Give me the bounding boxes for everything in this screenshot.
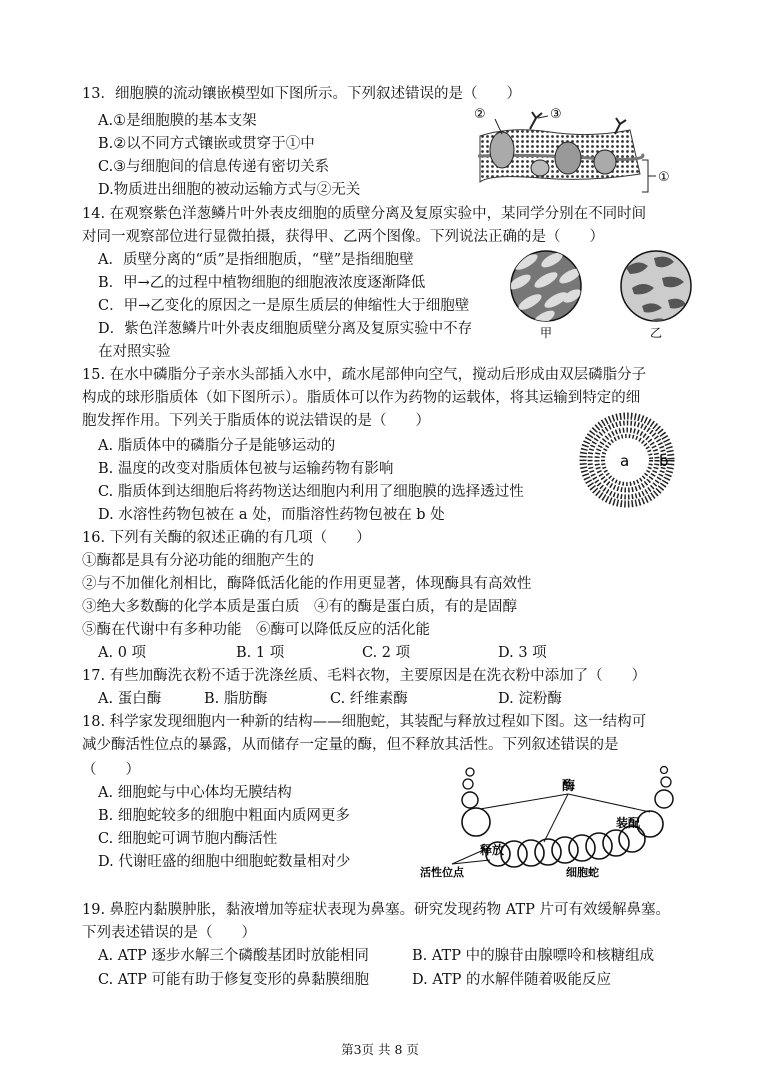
q13-option-b: B.②以不同方式镶嵌或贯穿于①中 xyxy=(98,136,315,152)
q18-stem-3: （ ） xyxy=(82,762,140,778)
q19-option-d: D. ATP 的水解伴随着吸能反应 xyxy=(412,972,612,988)
membrane-figure xyxy=(470,104,680,194)
enzyme-label: 酶 xyxy=(562,779,576,794)
q16-statement-1: ①酶都是具有分泌功能的细胞产生的 xyxy=(82,553,314,569)
q16-stem: 16. 下列有关酶的叙述正确的有几项（ ） xyxy=(82,530,371,546)
q14-option-c: C．甲→乙变化的原因之一是原生质层的伸缩性大于细胞壁 xyxy=(98,298,470,314)
assemble-label: 装配 xyxy=(616,816,641,830)
q15-stem-3: 胞发挥作用。下列关于脂质体的说法错误的是（ ） xyxy=(82,413,430,429)
fig-label-3: ③ xyxy=(550,107,562,122)
cytoophidium-figure xyxy=(418,762,700,884)
q19-stem-1: 19. 鼻腔内黏膜肿胀，黏液增加等症状表现为鼻塞。研究发现药物 ATP 片可有效缓解鼻塞。 xyxy=(82,902,670,918)
q15-option-a: A. 脂质体中的磷脂分子是能够运动的 xyxy=(98,438,336,454)
q18-option-b: B. 细胞蛇较多的细胞中粗面内质网更多 xyxy=(98,808,350,824)
q13-option-c: C.③与细胞间的信息传递有密切关系 xyxy=(98,159,330,175)
liposome-figure xyxy=(572,410,682,510)
q17-option-a: A. 蛋白酶 xyxy=(98,691,162,707)
liposome-a-label: a xyxy=(620,452,630,470)
q14-option-d-2: 在对照实验 xyxy=(98,344,171,360)
q15-option-c: C. 脂质体到达细胞后将药物送达细胞内利用了细胞膜的选择透过性 xyxy=(98,484,524,500)
q15-stem-2: 构成的球形脂质体（如下图所示）。脂质体可以作为药物的运载体，将其运输到特定的细 xyxy=(82,390,641,406)
page-footer: 第3页 共 8 页 xyxy=(341,1042,419,1057)
q13-stem: 13．细胞膜的流动镶嵌模型如下图所示。下列叙述错误的是（ ） xyxy=(82,86,521,102)
yi-label: 乙 xyxy=(650,326,663,340)
q16-option-c: C. 2 项 xyxy=(362,645,411,661)
q17-option-c: C. 纤维素酶 xyxy=(330,691,408,707)
q18-stem-1: 18. 科学家发现细胞内一种新的结构——细胞蛇，其装配与释放过程如下图。这一结构可 xyxy=(82,714,647,730)
q18-option-a: A. 细胞蛇与中心体均无膜结构 xyxy=(98,785,292,801)
q14-stem-2: 对同一观察部位进行显微拍摄，获得甲、乙两个图像。下列说法正确的是（ ） xyxy=(82,229,604,245)
q19-option-a: A. ATP 逐步水解三个磷酸基团时放能相同 xyxy=(98,948,369,964)
q17-stem: 17. 有些加酶洗衣粉不适于洗涤丝质、毛料衣物，主要原因是在洗衣粉中添加了（ ） xyxy=(82,668,647,684)
micrograph-yi xyxy=(618,248,694,340)
q19-option-b: B. ATP 中的腺苷由腺嘌呤和核糖组成 xyxy=(412,948,655,964)
q14-option-b: B．甲→乙的过程中植物细胞的细胞液浓度逐渐降低 xyxy=(98,275,426,291)
q16-statement-4: ⑤酶在代谢中有多种功能 ⑥酶可以降低反应的活化能 xyxy=(82,622,430,638)
q14-option-d-1: D．紫色洋葱鳞片叶外表皮细胞质壁分离及复原实验中不存 xyxy=(98,321,473,337)
active-site-label: 活性位点 xyxy=(420,866,464,879)
q16-statement-2: ②与不加催化剂相比，酶降低活化能的作用更显著，体现酶具有高效性 xyxy=(82,576,532,592)
q15-option-b: B. 温度的改变对脂质体包被与运输药物有影响 xyxy=(98,461,394,477)
q13-option-d: D.物质进出细胞的被动运输方式与②无关 xyxy=(98,182,361,198)
q18-option-d: D. 代谢旺盛的细胞中细胞蛇数量相对少 xyxy=(98,854,351,870)
q15-stem-1: 15. 在水中磷脂分子亲水头部插入水中，疏水尾部伸向空气，搅动后形成由双层磷脂分子 xyxy=(82,367,647,383)
liposome-b-label: b xyxy=(659,452,669,470)
q16-option-d: D. 3 项 xyxy=(498,645,547,661)
q16-statement-3: ③绝大多数酶的化学本质是蛋白质 ④有的酶是蛋白质，有的是固醇 xyxy=(82,599,517,615)
fig-label-2: ② xyxy=(474,107,486,122)
q19-option-c: C. ATP 可能有助于修复变形的鼻黏膜细胞 xyxy=(98,972,370,988)
release-label: 释放 xyxy=(480,843,505,857)
q14-stem-1: 14. 在观察紫色洋葱鳞片叶外表皮细胞的质壁分离及复原实验中，某同学分别在不同时间 xyxy=(82,206,647,222)
q14-option-a: A．质壁分离的“质”是指细胞质，“壁”是指细胞壁 xyxy=(98,252,414,268)
q17-option-b: B. 脂肪酶 xyxy=(204,691,268,707)
micrograph-jia xyxy=(508,248,584,340)
q13-option-a: A.①是细胞膜的基本支架 xyxy=(98,113,257,129)
q19-stem-2: 下列表述错误的是（ ） xyxy=(82,925,256,941)
jia-label: 甲 xyxy=(540,326,553,340)
q18-stem-2: 减少酶活性位点的暴露，从而储存一定量的酶，但不释放其活性。下列叙述错误的是 xyxy=(82,737,619,753)
cytoophidium-label: 细胞蛇 xyxy=(566,866,599,879)
q15-option-d: D. 水溶性药物包被在 a 处，而脂溶性药物包被在 b 处 xyxy=(98,507,445,523)
q18-option-c: C. 细胞蛇可调节胞内酶活性 xyxy=(98,831,278,847)
q16-option-b: B. 1 项 xyxy=(236,645,285,661)
q16-option-a: A. 0 项 xyxy=(98,645,147,661)
fig-label-1: ① xyxy=(658,170,670,185)
q17-option-d: D. 淀粉酶 xyxy=(498,691,562,707)
